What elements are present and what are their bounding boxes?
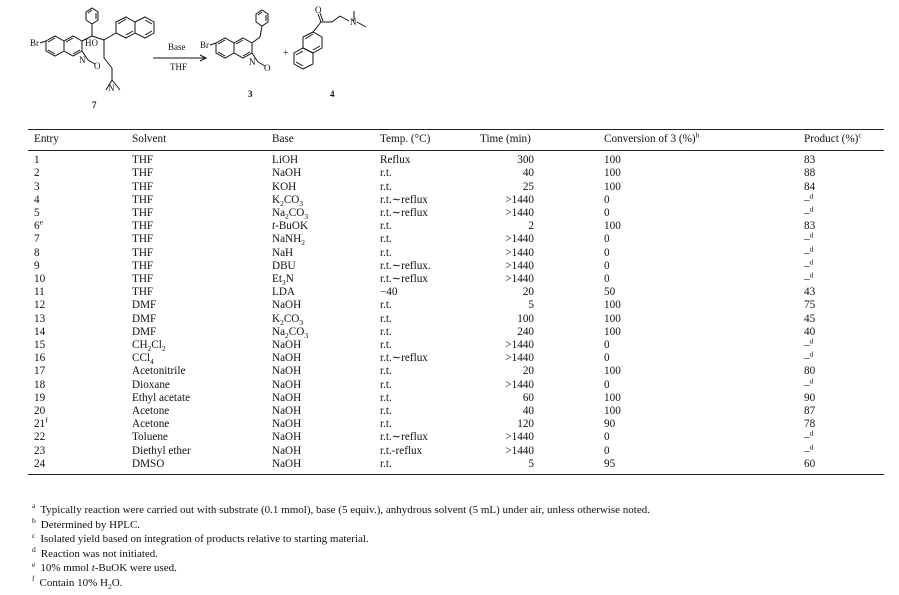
- footnote-marker: d: [809, 243, 814, 253]
- cell-entry: 8: [34, 246, 40, 259]
- compound-7-label: 7: [92, 100, 97, 110]
- table-row: [28, 207, 884, 220]
- table-row: [28, 299, 884, 312]
- footnote-mark: c: [32, 530, 36, 540]
- cell-product: 84: [804, 180, 816, 193]
- cell-solvent: THF: [132, 167, 154, 180]
- cell-temp: r.t.: [380, 299, 392, 312]
- cell-entry: 16: [34, 352, 46, 365]
- cell-solvent: THF: [132, 259, 154, 272]
- cell-temp: Reflux: [380, 154, 411, 167]
- cell-base: NaNH$_2$: [272, 233, 305, 248]
- cell-time: 60: [522, 391, 534, 404]
- cell-product: –$^d$: [804, 428, 814, 444]
- footnote-text: Contain 10% $H_2O$.: [39, 576, 123, 592]
- cell-base: NaOH: [272, 167, 302, 180]
- cell-time: >1440: [505, 207, 534, 220]
- cell-entry: 19: [34, 391, 46, 404]
- cell-entry: 17: [34, 365, 46, 378]
- table-row: [28, 379, 884, 392]
- cell-entry: 1: [34, 154, 40, 167]
- cell-product: –$^d$: [804, 270, 814, 286]
- cell-entry: 9: [34, 259, 40, 272]
- cell-product: 83: [804, 154, 816, 167]
- table-body: [28, 151, 884, 475]
- cell-base: KOH: [272, 180, 297, 193]
- bromine-atom: Br: [30, 38, 39, 48]
- cell-solvent: THF: [132, 220, 154, 233]
- cell-temp: r.t.: [380, 391, 392, 404]
- table-row: [28, 181, 884, 194]
- cell-temp: r.t.∼reflux.: [380, 259, 431, 272]
- cell-product: 90: [804, 391, 816, 404]
- cell-temp: r.t.: [380, 233, 392, 246]
- table-row: [28, 273, 884, 286]
- cell-temp: r.t.: [380, 339, 392, 352]
- cell-time: 25: [522, 180, 534, 193]
- table-row: [28, 365, 884, 378]
- header-conversion-mark: b: [695, 130, 700, 140]
- cell-entry: 3: [34, 180, 40, 193]
- cell-conversion: 0: [604, 259, 610, 272]
- cell-base: NaOH: [272, 378, 302, 391]
- cell-temp: r.t.: [380, 167, 392, 180]
- oxygen-atom-3: O: [264, 63, 271, 73]
- footnote-marker: e: [39, 217, 43, 227]
- footnote-marker: d: [809, 441, 814, 451]
- cell-solvent: THF: [132, 180, 154, 193]
- cell-product: 45: [804, 312, 816, 325]
- nitrogen-atom-amine: N: [108, 83, 115, 93]
- cell-conversion: 100: [604, 391, 621, 404]
- cell-time: 120: [517, 418, 534, 431]
- reagent-label: Base: [168, 42, 186, 52]
- cell-time: 40: [522, 167, 534, 180]
- header-solvent: Solvent: [132, 133, 167, 145]
- cell-base: NaOH: [272, 339, 302, 352]
- table-row: [28, 286, 884, 299]
- nitrogen-atom-3: N: [249, 57, 256, 67]
- plus-sign: +: [283, 48, 289, 59]
- cell-base: $Na_2CO_3$: [272, 325, 309, 341]
- cell-entry: 14: [34, 325, 46, 338]
- table-row: [28, 458, 884, 475]
- cell-entry: 15: [34, 339, 46, 352]
- table-row: [28, 326, 884, 339]
- cell-product: 60: [804, 458, 884, 475]
- cell-conversion: 0: [604, 233, 610, 246]
- footnote-b: [32, 515, 650, 533]
- cell-conversion: 0: [604, 378, 610, 391]
- cell-solvent: Acetonitrile: [132, 365, 186, 378]
- cell-temp: r.t.: [380, 378, 392, 391]
- header-base: Base: [272, 133, 294, 145]
- cell-product: 43: [804, 286, 816, 299]
- reaction-scheme: [0, 0, 899, 112]
- footnote-marker: f: [45, 415, 48, 425]
- cell-product: 80: [804, 365, 816, 378]
- cell-solvent: THF: [132, 233, 154, 246]
- nitrogen-atom-4: N: [350, 17, 357, 27]
- cell-base: LDA: [272, 286, 295, 299]
- header-product: [804, 130, 884, 151]
- cell-base: $Et_3N$: [272, 273, 294, 288]
- cell-time: 300: [517, 154, 534, 167]
- table-row: [28, 260, 884, 273]
- cell-base: t-BuOK: [272, 220, 309, 233]
- cell-temp: r.t.∼reflux: [380, 207, 428, 220]
- table-row: [28, 405, 884, 418]
- table-row: [28, 313, 884, 326]
- cell-entry: 12: [34, 299, 46, 312]
- cell-solvent: THF: [132, 273, 154, 286]
- cell-time: >1440: [505, 233, 534, 246]
- cell-conversion: 0: [604, 431, 610, 444]
- cell-time: >1440: [505, 246, 534, 259]
- cell-base: LiOH: [272, 154, 299, 167]
- cell-time: >1440: [505, 444, 534, 457]
- cell-conversion: 0: [604, 273, 610, 286]
- footnote-marker: d: [809, 204, 814, 214]
- cell-product: –$^d$: [804, 191, 814, 206]
- cell-entry: 7: [34, 233, 40, 246]
- cell-entry: 4: [34, 193, 40, 206]
- cell-base: NaOH: [272, 418, 302, 431]
- cell-product: 75: [804, 299, 816, 312]
- footnote-mark: e: [32, 559, 36, 569]
- cell-solvent: DMF: [132, 325, 157, 338]
- cell-conversion: 0: [604, 246, 610, 259]
- cell-product: –$^d$: [804, 204, 814, 220]
- footnote-marker: d: [809, 191, 814, 201]
- footnote-marker: d: [809, 257, 814, 267]
- footnote-e: [32, 561, 650, 576]
- table-row: [28, 418, 884, 431]
- cell-conversion: 100: [604, 154, 621, 167]
- cell-product: 78: [804, 418, 816, 431]
- footnote-text: Determined by HPLC.: [40, 518, 141, 531]
- cell-time: 20: [522, 286, 534, 299]
- cell-solvent: THF: [132, 246, 154, 259]
- header-conversion: [604, 130, 804, 151]
- table-row: [28, 194, 884, 207]
- table-row: [28, 167, 884, 180]
- cell-temp: −40: [380, 286, 398, 299]
- cell-solvent: DMF: [132, 312, 157, 325]
- compound-3-label: 3: [248, 89, 253, 99]
- cell-base: $K_2CO_3$: [272, 312, 304, 327]
- footnote-mark: f: [32, 574, 35, 584]
- footnote-a: [32, 503, 650, 518]
- table-row: [28, 220, 884, 233]
- footnote-marker: d: [809, 270, 814, 280]
- cell-conversion: 0: [604, 444, 610, 457]
- cell-conversion: 100: [604, 220, 621, 233]
- cell-temp: r.t.-reflux: [380, 444, 423, 457]
- cell-product: 40: [804, 325, 816, 338]
- header-entry: Entry: [34, 133, 59, 145]
- cell-product: –$^d$: [804, 257, 814, 272]
- cell-solvent: DMF: [132, 299, 157, 312]
- cell-product: –$^d$: [804, 349, 814, 365]
- table-row: [28, 431, 884, 444]
- cell-base: NaH: [272, 246, 294, 259]
- cell-solvent: DMSO: [132, 458, 272, 475]
- cell-conversion: 100: [604, 325, 621, 338]
- hydroxyl-label: HO: [85, 38, 98, 48]
- cell-time: >1440: [505, 378, 534, 391]
- cell-entry: 10: [34, 273, 46, 286]
- cell-entry: 2: [34, 167, 40, 180]
- header-product-text: Product (%): [804, 133, 859, 145]
- footnote-marker: d: [809, 428, 814, 438]
- cell-conversion: 100: [604, 365, 621, 378]
- cell-solvent: Acetone: [132, 405, 170, 418]
- table-header-row: [28, 130, 884, 151]
- cell-conversion: 95: [604, 458, 804, 475]
- cell-product: –$^d$: [804, 336, 814, 352]
- cell-temp: r.t.: [380, 365, 392, 378]
- carbonyl-oxygen: O: [315, 5, 322, 15]
- cell-conversion: 0: [604, 339, 610, 352]
- cell-time: 5: [480, 458, 534, 475]
- cell-time: >1440: [505, 259, 534, 272]
- cell-time: >1440: [505, 273, 534, 286]
- nitrogen-atom: N: [79, 55, 86, 65]
- cell-temp: r.t.∼reflux: [380, 352, 428, 365]
- bromine-atom-3: Br: [200, 40, 209, 50]
- cell-temp: r.t.∼reflux: [380, 431, 428, 444]
- cell-solvent: THF: [132, 154, 154, 167]
- footnote-mark: d: [32, 545, 36, 555]
- footnote-text: Isolated yield based on integration of products relative to starting material.: [40, 533, 369, 546]
- cell-temp: r.t.: [380, 246, 392, 259]
- cell-time: 2: [528, 220, 534, 233]
- table-row: [28, 445, 884, 458]
- cell-entry: 24: [28, 458, 132, 475]
- cell-entry: 13: [34, 312, 46, 325]
- cell-temp: r.t.: [380, 418, 392, 431]
- cell-product: –$^d$: [804, 441, 814, 457]
- cell-solvent: Toluene: [132, 431, 168, 444]
- cell-entry: 20: [34, 405, 46, 418]
- cell-solvent: $CH_2Cl_2$: [132, 339, 166, 354]
- header-time: Time (min): [480, 133, 531, 145]
- cell-time: >1440: [505, 193, 534, 206]
- cell-time: 100: [517, 312, 534, 325]
- cell-conversion: 100: [604, 180, 621, 193]
- table-row: [28, 247, 884, 260]
- cell-solvent: Diethyl ether: [132, 444, 191, 457]
- cell-entry: 6e: [34, 217, 43, 233]
- cell-product: –$^d$: [804, 230, 814, 246]
- cell-base: NaOH: [272, 391, 302, 404]
- cell-solvent: CCl$_4$: [132, 352, 154, 367]
- cell-product: –$^d$: [804, 243, 814, 259]
- cell-base: $Na_2CO_3$: [272, 207, 309, 222]
- cell-time: >1440: [505, 339, 534, 352]
- cell-time: 40: [522, 405, 534, 418]
- cell-conversion: 100: [604, 312, 621, 325]
- cell-temp: r.t.: [380, 458, 480, 475]
- cell-base: DBU: [272, 259, 296, 272]
- compound-4-label: 4: [330, 89, 335, 99]
- cell-base: NaOH: [272, 365, 302, 378]
- cell-base: $K_2CO_3$: [272, 193, 304, 209]
- footnote-mark: a: [32, 501, 36, 511]
- cell-conversion: 0: [604, 352, 610, 365]
- cell-solvent: THF: [132, 286, 154, 299]
- cell-entry: 22: [34, 431, 46, 444]
- header-temp: Temp. (°C): [380, 133, 431, 145]
- footnote-text: 10% mmol t-BuOK were used.: [40, 562, 177, 575]
- cell-entry: 18: [34, 378, 46, 391]
- results-table: [28, 129, 884, 475]
- footnote-mark: b: [32, 515, 36, 525]
- table-row: [28, 352, 884, 365]
- footnote-c: [32, 532, 650, 547]
- footnote-marker: d: [809, 375, 814, 385]
- cell-time: 20: [522, 365, 534, 378]
- solvent-label: THF: [170, 62, 188, 72]
- footnote-d: [32, 547, 650, 562]
- cell-temp: r.t.∼reflux: [380, 273, 428, 286]
- cell-product: 88: [804, 167, 816, 180]
- cell-time: 240: [517, 325, 534, 338]
- cell-conversion: 0: [604, 207, 610, 220]
- cell-conversion: 100: [604, 167, 621, 180]
- cell-temp: r.t.: [380, 325, 392, 338]
- cell-temp: r.t.: [380, 220, 392, 233]
- cell-conversion: 100: [604, 299, 621, 312]
- cell-solvent: THF: [132, 207, 154, 220]
- oxygen-atom: O: [94, 61, 101, 71]
- cell-base: NaOH: [272, 405, 302, 418]
- cell-conversion: 90: [604, 418, 616, 431]
- cell-temp: r.t.: [380, 180, 392, 193]
- cell-base: NaOH: [272, 458, 380, 475]
- cell-entry: 5: [34, 207, 40, 220]
- cell-product: 87: [804, 405, 816, 418]
- footnote-marker: d: [809, 349, 814, 359]
- cell-temp: r.t.: [380, 312, 392, 325]
- cell-temp: r.t.∼reflux: [380, 193, 428, 206]
- header-product-mark: c: [858, 130, 862, 140]
- cell-base: NaOH: [272, 299, 302, 312]
- table-row: [28, 233, 884, 246]
- footnote-marker: d: [809, 336, 814, 346]
- cell-solvent: THF: [132, 193, 154, 206]
- cell-solvent: Acetone: [132, 418, 170, 431]
- cell-temp: r.t.: [380, 405, 392, 418]
- cell-entry: 21$^f$: [34, 415, 48, 431]
- footnote-text: Reaction was not initiated.: [40, 547, 159, 560]
- cell-solvent: Ethyl acetate: [132, 391, 191, 404]
- cell-solvent: Dioxane: [132, 378, 170, 391]
- cell-base: NaOH: [272, 352, 302, 365]
- table-row: [28, 392, 884, 405]
- cell-conversion: 50: [604, 286, 616, 299]
- cell-time: >1440: [505, 431, 534, 444]
- cell-product: 83: [804, 220, 816, 233]
- cell-time: >1440: [505, 352, 534, 365]
- table-row: [28, 151, 884, 168]
- cell-entry: 11: [34, 286, 45, 299]
- cell-base: NaOH: [272, 444, 302, 457]
- table-row: [28, 339, 884, 352]
- footnote-marker: d: [809, 230, 814, 240]
- cell-product: –$^d$: [804, 375, 814, 391]
- cell-time: 5: [528, 299, 534, 312]
- footnote-f: [32, 576, 650, 591]
- cell-conversion: 0: [604, 193, 610, 206]
- header-conversion-text: Conversion of 3 (%): [604, 133, 696, 145]
- cell-base: NaOH: [272, 431, 302, 444]
- cell-conversion: 100: [604, 405, 621, 418]
- cell-entry: 23: [34, 444, 46, 457]
- footnote-text: Typically reaction were carried out with substrate (0.1 mmol), base (5 equiv.), anhydrous solvent (5 mL) under air, unless otherwise noted.: [40, 504, 650, 516]
- footnotes: [32, 503, 650, 591]
